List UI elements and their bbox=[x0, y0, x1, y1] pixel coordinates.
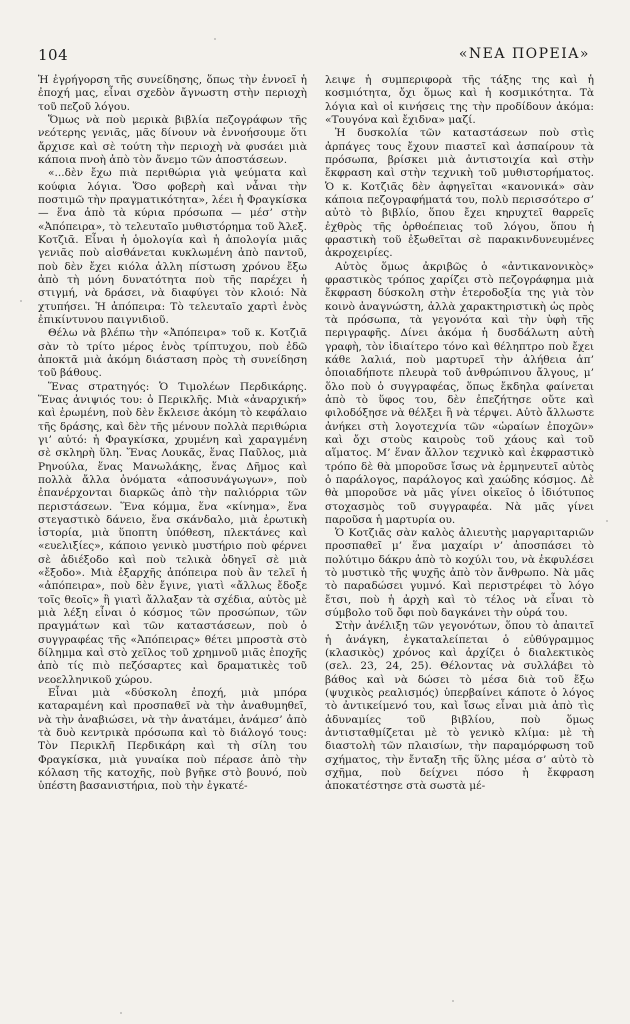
paragraph: «...δὲν ἔχω πιὰ περιθώρια γιὰ ψεύματα καὶ κούφια λόγια. Ὅσο φοβερὴ καὶ νἆναι τὴν ποστιμῶ τὴν πραγματικότητα», λέει ἡ Φραγκίσκα — ἕνα ἀπὸ τὰ κύρια πρόσωπα — μέσ’ στὴν «Ἀπόπειρα», τὸ τελευταῖο μυθιστόρημα τοῦ Ἀλεξ. Κοτζιᾶ. Εἶναι ἡ ὁμολογία καὶ ἡ ἀπολογία μιᾶς γενιᾶς ποὺ αἰσθάνεται κυκλωμένη ἀπὸ παντοῦ, ποὺ δὲν ἔχει κιόλα ἀλλη πίστωση χρόνου ἔξω ἀπὸ τὴ μόνη δυνατότητα ποὺ τῆς παρέχει ἡ στιγμή, νὰ δράσει, νὰ διαφύγει τὸν κλοιό: Νὰ χτυπήσει. Ἡ ἀπόπειρα: Τὸ τελευταῖο χαρτὶ ἑνὸς ἐπικίντυνου παιγνιδιοῦ. bbox=[38, 167, 307, 326]
paragraph: Ὅμως νὰ ποὺ μερικὰ βιβλία πεζογράφων τῆς νεότερης γενιᾶς, μᾶς δίνουν νὰ ἐννοήσουμε ὅτι ἄρχισε καὶ σὲ τούτη τὴν περιοχὴ νὰ φυσάει μιὰ κάποια πνοὴ ἀπὸ τὸν ἄνεμο τῶν ἀποστάσεων. bbox=[38, 113, 307, 166]
paragraph: Ὁ Κοτζιᾶς σὰν καλὸς ἀλιευτὴς μαργαριταριῶν προσπαθεῖ μ’ ἕνα μαχαίρι ν’ ἀποσπάσει τὸ πολύτιμο δάκρυ ἀπὸ τὸ κοχύλι του, νὰ ἐκφυλέσει τὸ μυστικὸ τῆς ψυχῆς ἀπὸ τὸν ἄνθρωπο. Νὰ μᾶς τὸ παραδώσει γυμνό. Καὶ περιστρέφει τὸ λόγο ἔτσι, ποὺ ἡ ἀρχὴ καὶ τὸ τέλος νὰ εἶναι τὸ σύμβολο τοῦ ὄφι ποὺ δαγκάνει τὴν οὐρά του. bbox=[325, 527, 594, 620]
paragraph: Ἕνας στρατηγός: Ὁ Τιμολέων Περδικάρης. Ἕνας ἀνιψιός του: ὁ Περικλῆς. Μιὰ «ἀναρχική» καὶ ἐρωμένη, ποὺ δὲν ἔκλεισε ἀκόμη τὸ κεφάλαιο τῆς δράσης, καὶ δὲν τῆς μένουν πολλὰ περιθώρια γι’ αὐτό: ἡ Φραγκίσκα, χρυμένη καὶ χαραγμένη σὲ σκληρὴ ὕλη. Ἕνας Λουκᾶς, ἕνας Παῦλος, μιὰ Ρηνούλα, ἕνας Μανωλάκης, ἕνας Δῆμος καὶ πολλὰ ἄλλα ὀνόματα «ἀποσυνάγωγων», ποὺ ἐπανέρχονται διαρκῶς ἀπὸ τὴν παλιόρρια τῶν περιστάσεων. Ἕνα κόμμα, ἕνα «κίνημα», ἕνα στεγαστικὸ δάνειο, ἕνα σκάνδαλο, μιὰ ἐρωτικὴ ἱστορία, μιὰ ὕποπτη ὑπόθεση, πλεκτάνες καὶ «ευελιξίες», κάποιο γενικὸ μυστήριο ποὺ φέρνει σὲ ἀδιέξοδο καὶ ποὺ τελικὰ ὁδηγεῖ σὲ μιὰ «ἔξοδο». Μιὰ ἐξαρχῆς ἀπόπειρα ποὺ ἂν τελεῖ ἡ «ἀπόπειρα», ποὺ δὲν ἔγινε, γιατὶ «ἄλλως ἔδοξε τοῖς θεοῖς» ἢ γιατὶ ἄλλαξαν τὰ σχέδια, αὐτὸς μὲ μιὰ λέξη εἶναι ὁ κόσμος τῶν προσώπων, τῶν πραγμάτων καὶ τῶν καταστάσεων, ποὺ ὁ συγγραφέας τῆς «Ἀπόπειρας» θέτει μπροστὰ στὸ δίλημμα καὶ στὸ χεῖλος τοῦ χρημνοῦ μιᾶς ἐποχῆς ἀπὸ τίς πιὸ πεζόσαρτες καὶ δραματικὲς τοῦ νεοελληνικοῦ χώρου. bbox=[38, 380, 307, 686]
paragraph: Θέλω νὰ βλέπω τὴν «Ἀπόπειρα» τοῦ κ. Κοτζιᾶ σὰν τὸ τρίτο μέρος ἑνὸς τρίπτυχου, ποὺ ἐδῶ ἀποκτᾶ μιὰ ἀκόμη διάσταση πρὸς τὴ συνείδηση τοῦ βάθους. bbox=[38, 327, 307, 380]
paragraph: Στὴν ἀνέλιξη τῶν γεγονότων, ὅπου τὸ ἀπαιτεῖ ἡ ἀνάγκη, ἐγκαταλείπεται ὁ εὐθύγραμμος (κλασικὸς) χρόνος καὶ ἀρχίζει ὁ διαλεκτικὸς (σελ. 23, 24, 25). Θέλοντας νὰ συλλάβει τὸ βάθος καὶ νὰ δώσει τὸ μέσα διὰ τοῦ ἔξω (ψυχικὸς ρεαλισμός) ὑπερβαίνει κάποτε ὁ λόγος τὸ ἀντικείμενό του, καὶ ἴσως εἶναι μιὰ ἀπὸ τὶς ἀδυναμίες τοῦ βιβλίου, ποὺ ὅμως ἀντισταθμίζεται μὲ τὸ γενικὸ κλίμα: μὲ τὴ διαστολὴ τῶν πλαισίων, τὴν παραμόρφωση τοῦ σχήματος, τὴν ἔνταξη τῆς ὕλης μέσα σ’ αὐτὸ τὸ σχῆμα, ποὺ δείχνει πόσο ἡ ἔκφραση ἀποκατέστησε στὰ σωστὰ μέ- bbox=[325, 620, 594, 793]
print-speck bbox=[452, 1000, 454, 1002]
print-speck bbox=[214, 38, 216, 40]
print-speck bbox=[20, 300, 22, 302]
paragraph: Αὐτὸς ὅμως ἀκριβῶς ὁ «ἀντικανονικὸς» φραστικὸς τρόπος χαρίζει στὸ πεζογράφημα μιὰ ἔκφραση δύσκολη στὴν ἑτεροδοξία της γιὰ τὸν κοινὸ ἀναγνώστη, ἀλλὰ χαρακτηριστικὴ ὡς πρὸς τὰ πρόσωπα, τὰ γεγονότα καὶ τὴν ὑφὴ τῆς περιγραφῆς. Δίνει ἀκόμα ἡ δυσδάλωτη αὐτὴ γραφὴ, τὸν ἰδιαίτερο τόνο καὶ θέληπτρο ποὺ ἔχει κάθε λαλιά, ποὺ μαρτυρεῖ τὴν ἀλήθεια ἀπ’ ὁποιαδήποτε πλευρὰ τοῦ ἀνθρώπινου ἄλγους, μ’ ὅλο ποὺ ὁ συγγραφέας, ὅπως ἔκδηλα φαίνεται ἀπὸ τὸ ὕφος του, δὲν ἐπεζήτησε οὔτε καὶ φιλοδόξησε νὰ θέλξει ἢ νὰ τέρψει. Αὐτὸ ἄλλωστε ἀνήκει στὴ λογοτεχνία τῶν «ὡραίων ἐποχῶν» καὶ ὄχι στοὺς καιροὺς τοῦ χάους καὶ τοῦ αἵματος. Μ’ ἕναν ἄλλον τεχνικὸ καὶ ἐκφραστικὸ τρόπο δὲ θὰ μποροῦσε ἴσως νὰ ἑρμηνευτεῖ αὐτὸς ὁ παράλογος, παράλογος καὶ χαώδης κόσμος. Δὲ θὰ μποροῦσε νὰ μᾶς γίνει οἰκεῖος ὁ ἰδιότυπος στοχασμὸς τοῦ συγγραφέα. Νὰ μᾶς γίνει παροῦσα ἡ μαρτυρία ου. bbox=[325, 260, 594, 526]
page-number: 104 bbox=[38, 46, 69, 64]
left-column bbox=[38, 74, 307, 1010]
print-speck bbox=[120, 1012, 122, 1014]
text-columns bbox=[38, 74, 594, 1010]
paragraph: Εἶναι μιὰ «δύσκολη ἐποχή, μιὰ μπόρα καταραμένη καὶ προσπαθεῖ νὰ τὴν ἀναθυμηθεῖ, νὰ τὴν ἀναβιώσει, νὰ τὴν ἀνατάμει, ἀνάμεσ’ ἀπὸ τὰ δυὸ κεντρικὰ πρόσωπα καὶ τὸ διάλογό τους: Τὸν Περικλῆ Περδικάρη καὶ τὴ σίλη του Φραγκίσκα, μιὰ γυναίκα ποὺ πέρασε ἀπὸ τὴν κόλαση τῆς κατοχῆς, ποὺ βγῆκε στὸ βουνό, ποὺ ὑπέστη βασανιστήρια, ποὺ τὴν ἐγκατέ- bbox=[38, 687, 307, 793]
paragraph: Ἡ δυσκολία τῶν καταστάσεων ποὺ στὶς ἀρπάγες τους ἔχουν πιαστεῖ καὶ ἀσπαίρουν τὰ πρόσωπα, βρίσκει μιὰ ἀντιστοιχία καὶ στὴν ἔκφραση καὶ στὴν τεχνικὴ τοῦ μυθιστορήματος. Ὁ κ. Κοτζιᾶς δὲν ἀφηγεῖται «κανονικά» σὰν κάποια πεζογραφήματά του, πολὺ περισσότερο σ’ αὐτὸ τὸ βιβλίο, ὅπου ἔχει κηρυχτεῖ θαρρεῖς ἐχθρὸς τῆς ὀρθοέπειας τοῦ λόγου, ὅπου ἡ φραστικὴ τοῦ ἐξωθεῖται σὲ παρακινδυνευμένες ἀκροχειρίες. bbox=[325, 127, 594, 260]
print-speck bbox=[606, 520, 608, 522]
paragraph: λειψε ἡ συμπεριφορὰ τῆς τάξης της καὶ ἡ κοσμιότητα, ὄχι ὅμως καὶ ἡ κοσμικότητα. Τὰ λόγια καὶ οἱ κινήσεις της τὴν προδίδουν ἀκόμα: «Τουγόνα καὶ ἔχιδνα» μαζί. bbox=[325, 74, 594, 126]
right-column bbox=[325, 74, 594, 1010]
paragraph: Ἡ ἐγρήγορση τῆς συνείδησης, ὅπως τὴν ἐννοεῖ ἡ ἐποχή μας, εἶναι σχεδὸν ἄγνωστη στὴν περιοχὴ τοῦ πεζοῦ λόγου. bbox=[38, 74, 307, 113]
running-title: «ΝΕΑ ΠΟΡΕΙΑ» bbox=[458, 46, 590, 62]
page-header bbox=[38, 46, 590, 68]
